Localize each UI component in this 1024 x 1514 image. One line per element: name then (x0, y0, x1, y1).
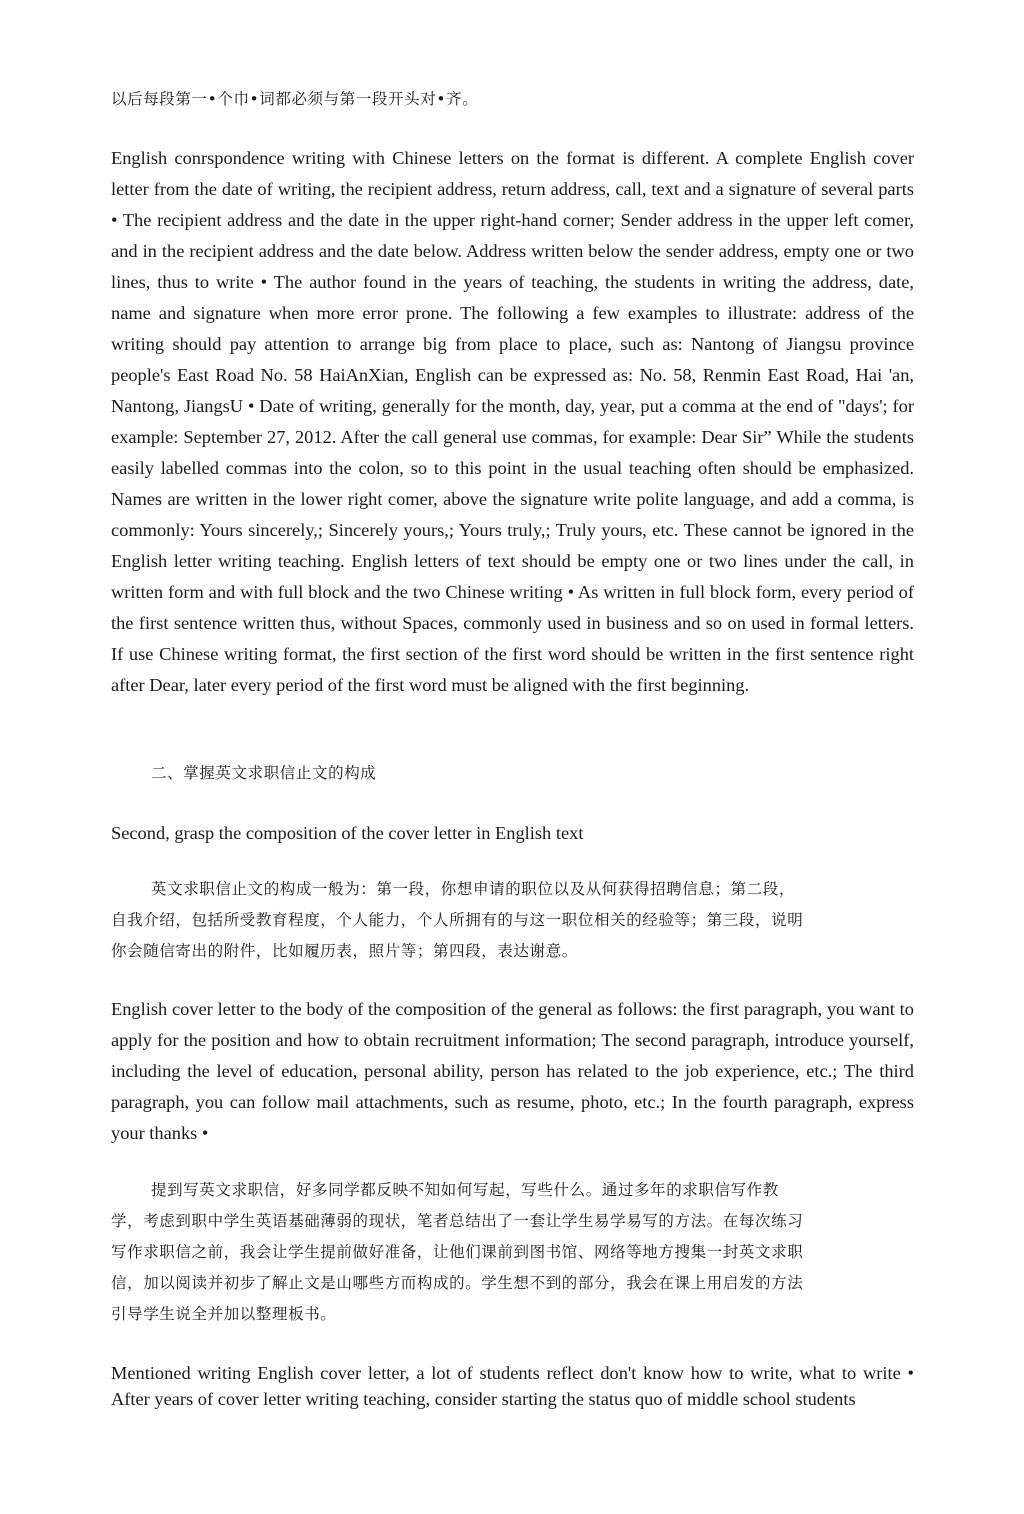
paragraph-english-composition: English cover letter to the body of the composition of the general as follows: the first paragraph, you want to apply for the position and how to obtain recruitment information; The second paragraph, introduce yourself, including the level of education, personal ability, person has related to the job experience, etc.; The third paragraph, you can follow mail attachments, such as resume, photo, etc.; In the fourth paragraph, express your thanks • (111, 999, 914, 1143)
paragraph-chinese-composition: 英文求职信止文的构成一般为：第一段，你想申请的职位以及从何获得招聘信息；第二段，自我介绍，包括所受教育程度，个人能力，个人所拥有的与这一职位相关的经验等；第三段，说明你会随信寄出的附件，比如履历表，照片等；第四段，表达谢意。 (111, 880, 804, 960)
paragraph-english-teaching: Mentioned writing English cover letter, a lot of students reflect don't know how to write, what to write • After years of cover letter writing teaching, consider starting the status quo of middle school students (111, 1363, 914, 1409)
section-heading-chinese: 二、掌握英文求职信止文的构成 (151, 764, 377, 782)
paragraph-chinese-teaching: 提到写英文求职信，好多同学都反映不知如何写起，写些什么。通过多年的求职信写作教学，考虑到职中学生英语基础薄弱的现状，笔者总结出了一套让学生易学易写的方法。在每次练习写作求职信之前，我会让学生提前做好准备，让他们课前到图书馆、网络等地方搜集一封英文求职信，加以阅读并初步了解止文是山哪些方而构成的。学生想不到的部分，我会在课上用启发的方法引导学生说全并加以整理板书。 (111, 1181, 804, 1323)
paragraph-chinese-intro: 以后每段第一•个巾•词都必须与第一段开头对•齐。 (111, 90, 479, 108)
section-heading-english: Second, grasp the composition of the cover letter in English text (111, 823, 584, 843)
paragraph-english-format: English conrspondence writing with Chinese letters on the format is different. A complete English cover letter from the date of writing, the recipient address, return address, call, text and a signature of several parts • The recipient address and the date in the upper right-hand corner; Sender address in the upper left comer, and in the recipient address and the date below. Address written below the sender address, empty one or two lines, thus to write • The author found in the years of teaching, the students in writing the address, date, name and signature when more error prone. The following a few examples to illustrate: address of the writing should pay attention to arrange big from place to place, such as: Nantong of Jiangsu province people's East Road No. 58 HaiAnXian, English can be expressed as: No. 58, Renmin East Road, Hai 'an, Nantong, JiangsU • Date of writing, generally for the month, day, year, put a comma at the end of "days'; for example: September 27, 2012. After the call general use commas, for example: Dear Sir” While the students easily labelled commas into the colon, so to this point in the usual teaching often should be emphasized. Names are written in the lower right comer, above the signature write polite language, and add a comma, is commonly: Yours sincerely,; Sincerely yours,; Yours truly,; Truly yours, etc. These cannot be ignored in the English letter writing teaching. English letters of text should be empty one or two lines under the call, in written form and with full block and the two Chinese writing • As written in full block form, every period of the first sentence written thus, without Spaces, commonly used in business and so on used in formal letters. If use Chinese writing format, the first section of the first word should be written in the first sentence right after Dear, later every period of the first word must be aligned with the first beginning. (111, 148, 914, 695)
